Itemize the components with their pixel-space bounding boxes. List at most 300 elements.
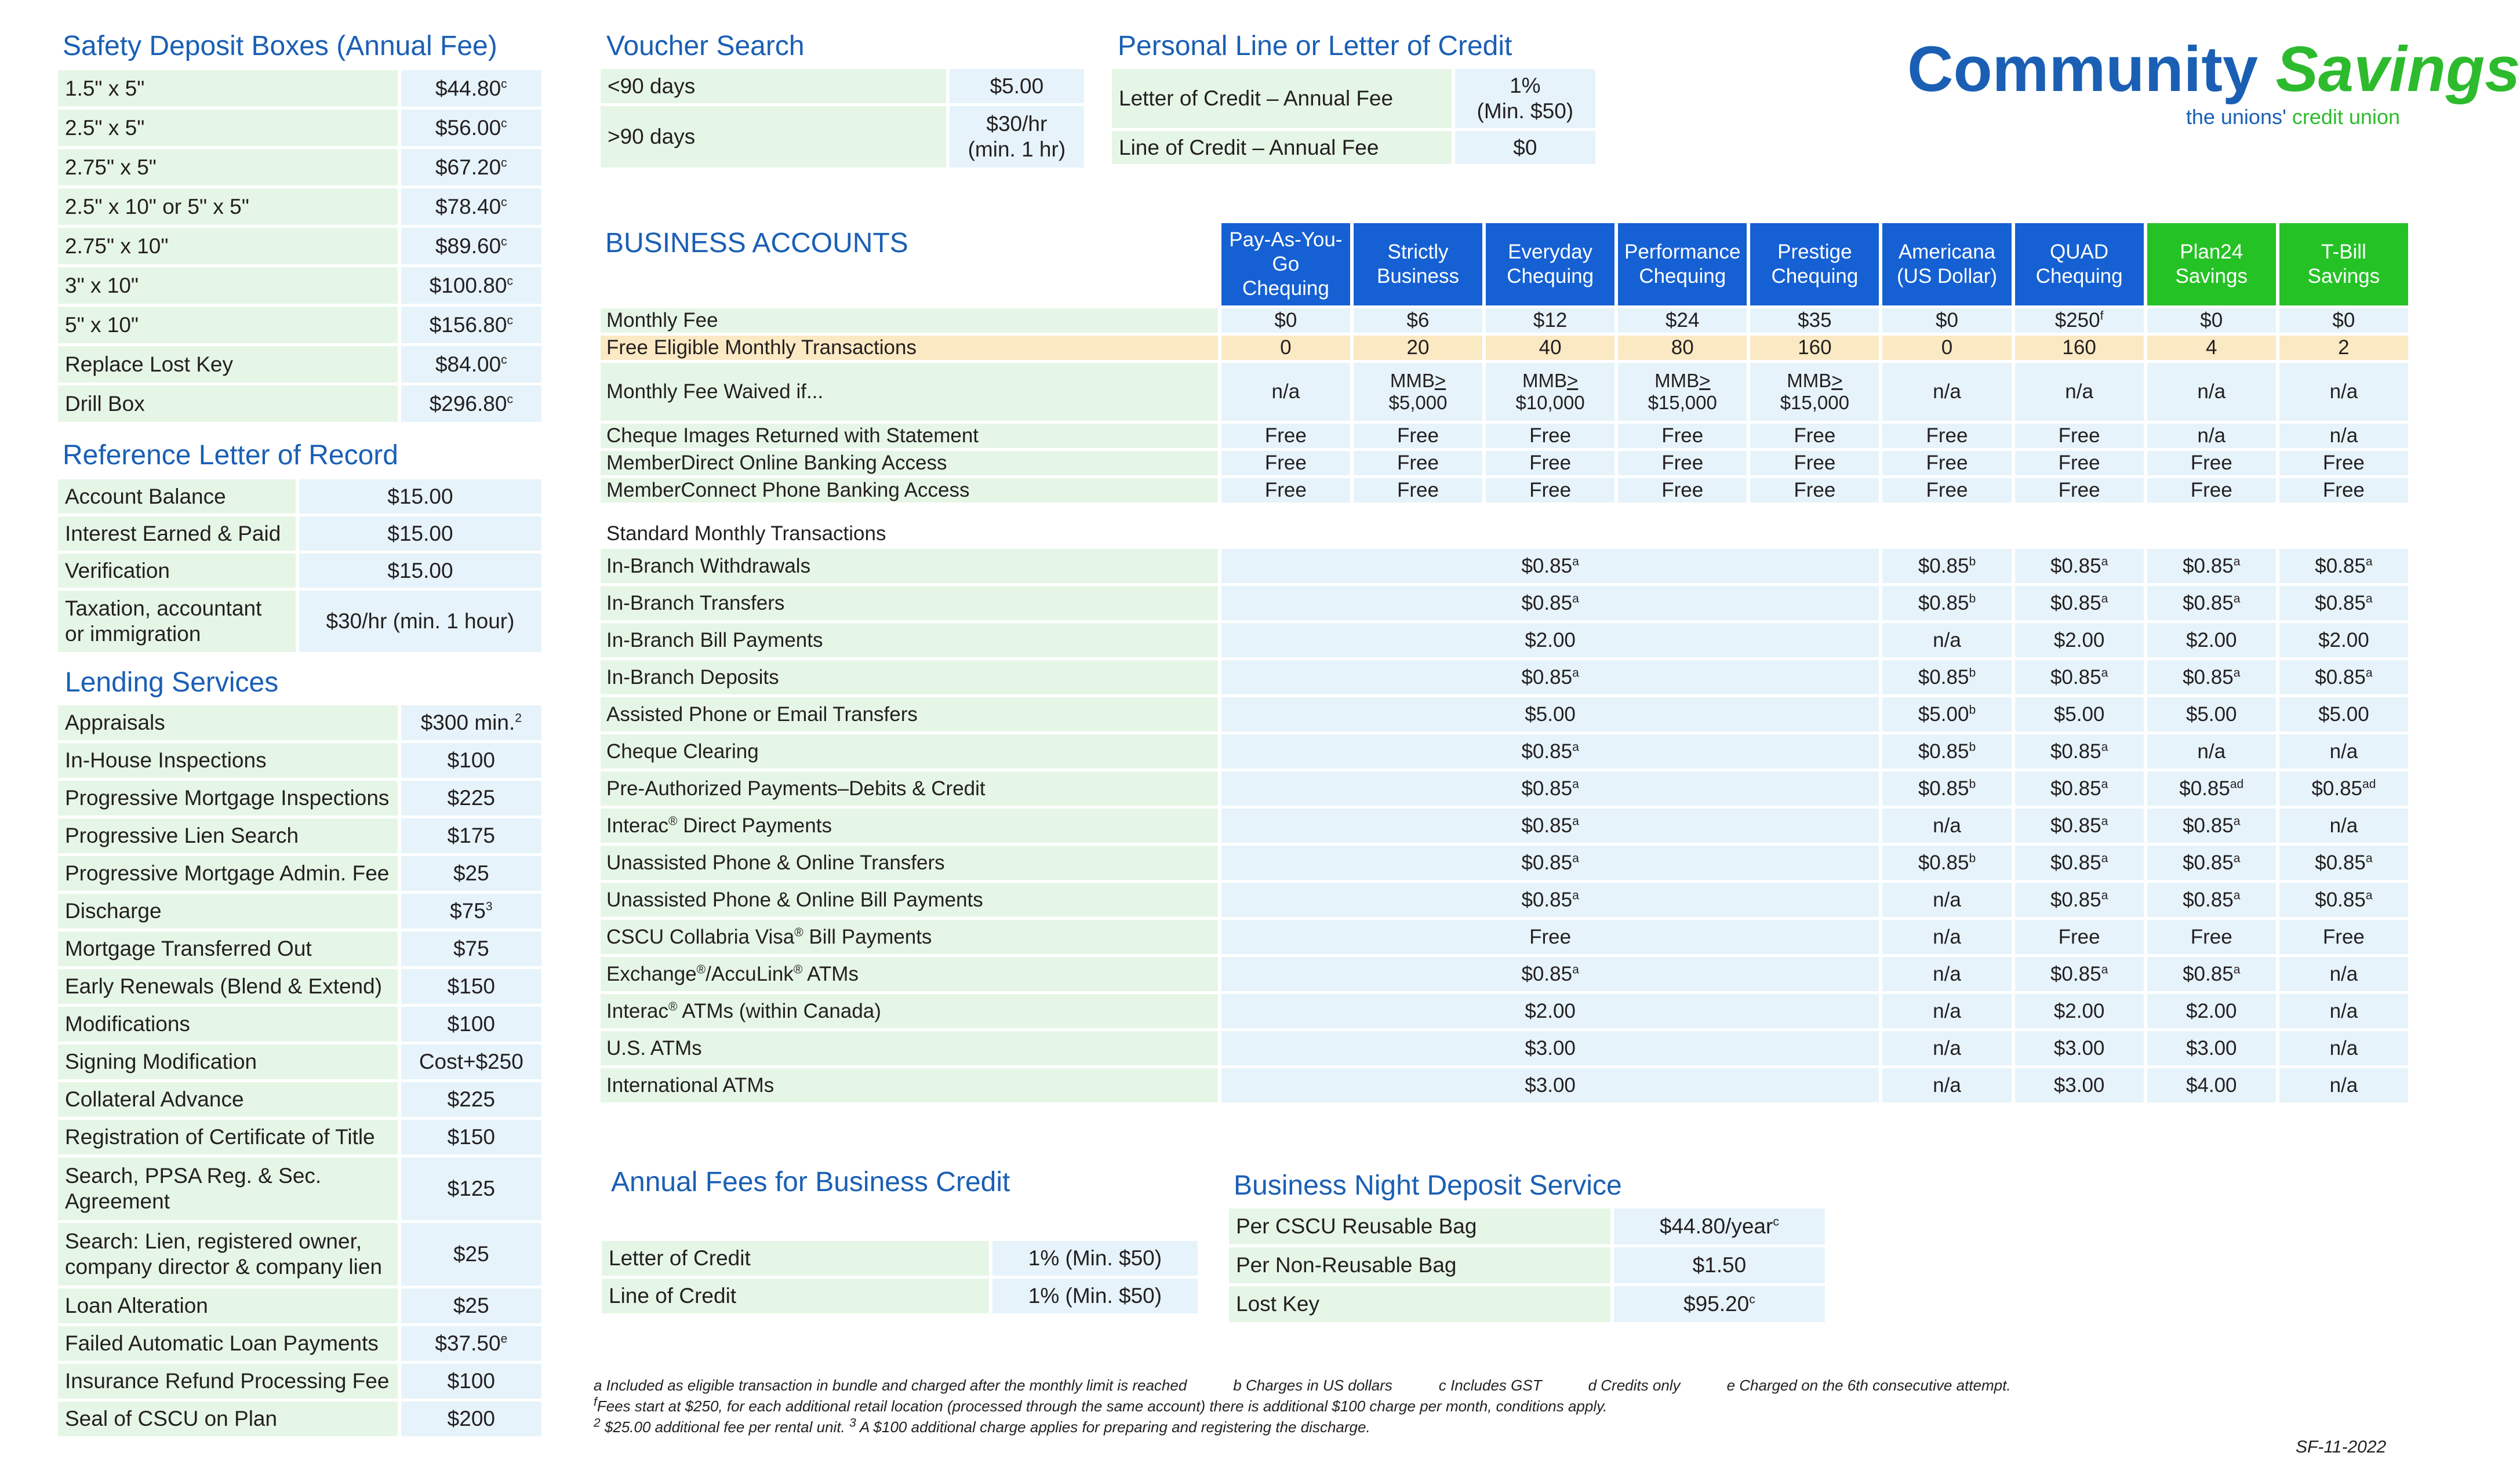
voucher-table <box>597 66 1088 170</box>
service-cell: Free <box>1486 478 1614 503</box>
brand-logo <box>1907 34 2520 130</box>
row-label: Interac® ATMs (within Canada) <box>601 994 1218 1028</box>
safety-table <box>54 67 545 425</box>
plan24-fee-cell: $0.85$^a$ <box>2147 549 2276 583</box>
free-transactions-cell: 80 <box>1618 336 1747 360</box>
lending-row <box>58 1082 541 1117</box>
account-column-header: Prestige Chequing <box>1750 223 1879 305</box>
footnote-e: e Charged on the 6th consecutive attempt. <box>1726 1377 2011 1394</box>
service-cell: Free <box>1882 451 2011 475</box>
free-transactions-cell: 2 <box>2279 336 2408 360</box>
plan24-fee-cell: $0.85$^{ad}$ <box>2147 771 2276 806</box>
lending-label: Discharge <box>58 894 398 929</box>
lending-row <box>58 1157 541 1220</box>
plan24-fee-cell: $3.00 <box>2147 1031 2276 1065</box>
lending-label: Modifications <box>58 1007 398 1042</box>
lending-label: Seal of CSCU on Plan <box>58 1401 398 1436</box>
safety-value: $84.00$^c$ <box>401 346 541 383</box>
americana-fee-cell: n/a <box>1882 1031 2011 1065</box>
night-deposit-row <box>1229 1247 1825 1283</box>
row-label: MemberDirect Online Banking Access <box>601 451 1218 475</box>
row-label: In-Branch Bill Payments <box>601 623 1218 657</box>
fee-waived-cell: MMB> $5,000 <box>1354 363 1482 421</box>
service-cell: Free <box>1750 424 1879 448</box>
lending-table <box>54 702 545 1439</box>
lending-value: $225 <box>401 781 541 816</box>
safety-value: $89.60$^c$ <box>401 228 541 264</box>
service-cell: Free <box>1618 451 1747 475</box>
lending-label: In-House Inspections <box>58 743 398 778</box>
quad-fee-cell: $0.85$^a$ <box>2015 586 2144 620</box>
americana-fee-cell: n/a <box>1882 957 2011 991</box>
lending-label: Collateral Advance <box>58 1082 398 1117</box>
reference-value: $15.00 <box>299 516 541 551</box>
safety-value: $67.20$^c$ <box>401 149 541 185</box>
lending-label: Loan Alteration <box>58 1288 398 1323</box>
lending-value: $125 <box>401 1157 541 1220</box>
lending-label: Insurance Refund Processing Fee <box>58 1364 398 1399</box>
fee-waived-row <box>601 363 2408 421</box>
account-column-header: T-Bill Savings <box>2279 223 2408 305</box>
business-credit-value: 1% (Min. $50) <box>992 1279 1198 1313</box>
service-cell: Free <box>1486 451 1614 475</box>
americana-fee-cell: $0.85$^b$ <box>1882 660 2011 694</box>
tbill-fee-cell: $5.00 <box>2279 697 2408 731</box>
night-deposit-table <box>1226 1206 1828 1325</box>
voucher-row <box>601 106 1084 168</box>
americana-fee-cell: $0.85$^b$ <box>1882 586 2011 620</box>
transaction-row <box>601 586 2408 620</box>
fee-cell: $24 <box>1618 308 1747 333</box>
fee-waived-cell: n/a <box>1221 363 1350 421</box>
account-column-header: Plan24 Savings <box>2147 223 2276 305</box>
plan24-fee-cell: $0.85$^a$ <box>2147 809 2276 843</box>
lending-label: Progressive Lien Search <box>58 818 398 853</box>
lending-value: $100 <box>401 1007 541 1042</box>
lending-label: Progressive Mortgage Inspections <box>58 781 398 816</box>
lending-label: Early Renewals (Blend & Extend) <box>58 969 398 1004</box>
voucher-label: <90 days <box>601 69 946 103</box>
heading-spacer <box>1221 505 2408 546</box>
tbill-fee-cell: n/a <box>2279 994 2408 1028</box>
tbill-fee-cell: $0.85$^a$ <box>2279 660 2408 694</box>
shared-fee-cell: $2.00 <box>1221 623 1879 657</box>
service-cell: n/a <box>2147 424 2276 448</box>
quad-fee-cell: $2.00 <box>2015 623 2144 657</box>
transaction-row <box>601 734 2408 769</box>
lending-title: Lending Services <box>65 667 279 698</box>
americana-fee-cell: n/a <box>1882 994 2011 1028</box>
safety-row <box>58 110 541 146</box>
safety-row <box>58 149 541 185</box>
service-cell: Free <box>1618 478 1747 503</box>
shared-fee-cell: $0.85$^a$ <box>1221 883 1879 917</box>
free-transactions-cell: 40 <box>1486 336 1614 360</box>
transaction-row <box>601 957 2408 991</box>
free-transactions-cell: 160 <box>1750 336 1879 360</box>
row-label: Unassisted Phone & Online Transfers <box>601 846 1218 880</box>
account-column-header: Everyday Chequing <box>1486 223 1614 305</box>
footnote-f: $^f$Fees start at $250, for each additional retail location (processed through the same account) there is additional $100 charge per month, conditions apply. <box>594 1395 1608 1415</box>
row-label: Assisted Phone or Email Transfers <box>601 697 1218 731</box>
tbill-fee-cell: n/a <box>2279 1068 2408 1102</box>
personal-credit-label: Letter of Credit – Annual Fee <box>1112 69 1452 128</box>
reference-value: $15.00 <box>299 479 541 514</box>
account-column-header: Strictly Business <box>1354 223 1482 305</box>
tbill-fee-cell: $0.85$^a$ <box>2279 846 2408 880</box>
night-deposit-label: Lost Key <box>1229 1286 1610 1322</box>
quad-fee-cell: $0.85$^a$ <box>2015 957 2144 991</box>
americana-fee-cell: n/a <box>1882 809 2011 843</box>
lending-label: Search, PPSA Reg. & Sec. Agreement <box>58 1157 398 1220</box>
plan24-fee-cell: $2.00 <box>2147 994 2276 1028</box>
lending-row <box>58 1120 541 1155</box>
safety-title: Safety Deposit Boxes (Annual Fee) <box>63 31 497 61</box>
plan24-fee-cell: $0.85$^a$ <box>2147 846 2276 880</box>
business-credit-row <box>602 1241 1198 1276</box>
shared-fee-cell: $0.85$^a$ <box>1221 846 1879 880</box>
service-cell: Free <box>1882 424 2011 448</box>
standard-transactions-heading-row <box>601 505 2408 546</box>
lending-value: $25 <box>401 1288 541 1323</box>
row-label: Monthly Fee <box>601 308 1218 333</box>
business-title: BUSINESS ACCOUNTS <box>605 228 908 259</box>
lending-row <box>58 894 541 929</box>
brand-name: Community Savings <box>1907 34 2520 105</box>
quad-fee-cell: $0.85$^a$ <box>2015 846 2144 880</box>
lending-value: $25 <box>401 1223 541 1286</box>
lending-value: $150 <box>401 969 541 1004</box>
reference-label: Interest Earned & Paid <box>58 516 296 551</box>
transaction-row <box>601 1031 2408 1065</box>
lending-value: $300 min.$^2$ <box>401 705 541 740</box>
shared-fee-cell: $0.85$^a$ <box>1221 660 1879 694</box>
lending-row <box>58 1007 541 1042</box>
fee-cell: $0 <box>1221 308 1350 333</box>
lending-row <box>58 969 541 1004</box>
night-deposit-row <box>1229 1286 1825 1322</box>
tbill-fee-cell: $0.85$^a$ <box>2279 586 2408 620</box>
footnote-d: d Credits only <box>1588 1377 1681 1394</box>
voucher-title: Voucher Search <box>606 31 805 61</box>
shared-fee-cell: Free <box>1221 920 1879 954</box>
night-deposit-title: Business Night Deposit Service <box>1234 1170 1622 1201</box>
reference-value: $15.00 <box>299 554 541 588</box>
quad-fee-cell: $5.00 <box>2015 697 2144 731</box>
service-cell: Free <box>2015 451 2144 475</box>
voucher-value: $5.00 <box>950 69 1084 103</box>
lending-row <box>58 1223 541 1286</box>
plan24-fee-cell: $4.00 <box>2147 1068 2276 1102</box>
americana-fee-cell: $5.00$^b$ <box>1882 697 2011 731</box>
personal-credit-row <box>1112 69 1595 128</box>
service-cell: Free <box>1221 451 1350 475</box>
night-deposit-value: $44.80/year$^c$ <box>1614 1208 1825 1244</box>
account-column-header: QUAD Chequing <box>2015 223 2144 305</box>
tbill-fee-cell: n/a <box>2279 957 2408 991</box>
business-credit-title: Annual Fees for Business Credit <box>611 1167 1010 1197</box>
lending-row <box>58 1044 541 1079</box>
plan24-fee-cell: $0.85$^a$ <box>2147 883 2276 917</box>
tbill-fee-cell: Free <box>2279 920 2408 954</box>
footnote-line-1 <box>594 1375 2011 1396</box>
service-cell: Free <box>1354 424 1482 448</box>
tbill-fee-cell: $0.85$^a$ <box>2279 883 2408 917</box>
quad-fee-cell: $2.00 <box>2015 994 2144 1028</box>
tbill-fee-cell: $0.85$^{ad}$ <box>2279 771 2408 806</box>
transaction-row <box>601 1068 2408 1102</box>
service-cell: Free <box>1618 424 1747 448</box>
plan24-fee-cell: $0.85$^a$ <box>2147 586 2276 620</box>
plan24-fee-cell: Free <box>2147 920 2276 954</box>
transaction-row <box>601 883 2408 917</box>
fee-cell: $0 <box>2147 308 2276 333</box>
fee-cell: $35 <box>1750 308 1879 333</box>
voucher-value: $30/hr (min. 1 hr) <box>950 106 1084 168</box>
footnote-c: c Includes GST <box>1438 1377 1542 1394</box>
transaction-row <box>601 549 2408 583</box>
lending-value: $150 <box>401 1120 541 1155</box>
safety-label: Drill Box <box>58 385 398 422</box>
account-column-header: Pay-As-You-Go Chequing <box>1221 223 1350 305</box>
shared-fee-cell: $0.85$^a$ <box>1221 957 1879 991</box>
quad-fee-cell: $0.85$^a$ <box>2015 734 2144 769</box>
transaction-row <box>601 846 2408 880</box>
shared-fee-cell: $0.85$^a$ <box>1221 771 1879 806</box>
reference-table <box>54 476 545 655</box>
shared-fee-cell: $3.00 <box>1221 1068 1879 1102</box>
transaction-row <box>601 994 2408 1028</box>
business-credit-row <box>602 1279 1198 1313</box>
service-cell: Free <box>2279 451 2408 475</box>
lending-value: $25 <box>401 856 541 891</box>
reference-label: Verification <box>58 554 296 588</box>
shared-fee-cell: $0.85$^a$ <box>1221 549 1879 583</box>
reference-row <box>58 554 541 588</box>
plan24-fee-cell: $2.00 <box>2147 623 2276 657</box>
quad-fee-cell: Free <box>2015 920 2144 954</box>
safety-value: $56.00$^c$ <box>401 110 541 146</box>
account-column-header: Performance Chequing <box>1618 223 1747 305</box>
shared-fee-cell: $0.85$^a$ <box>1221 734 1879 769</box>
business-credit-label: Letter of Credit <box>602 1241 989 1276</box>
reference-title: Reference Letter of Record <box>63 440 398 471</box>
row-label: In-Branch Deposits <box>601 660 1218 694</box>
service-cell: Free <box>2279 478 2408 503</box>
row-label: Pre-Authorized Payments–Debits & Credit <box>601 771 1218 806</box>
shared-fee-cell: $5.00 <box>1221 697 1879 731</box>
safety-row <box>58 346 541 383</box>
free-transactions-row <box>601 336 2408 360</box>
service-row <box>601 478 2408 503</box>
service-cell: Free <box>1750 451 1879 475</box>
service-cell: Free <box>1221 424 1350 448</box>
safety-label: 1.5" x 5" <box>58 70 398 107</box>
personal-credit-row <box>1112 131 1595 164</box>
row-label: CSCU Collabria Visa® Bill Payments <box>601 920 1218 954</box>
night-deposit-value: $95.20$^c$ <box>1614 1286 1825 1322</box>
transaction-row <box>601 623 2408 657</box>
lending-label: Appraisals <box>58 705 398 740</box>
lending-row <box>58 743 541 778</box>
safety-label: 2.75" x 5" <box>58 149 398 185</box>
row-label: Exchange®/AccuLink® ATMs <box>601 957 1218 991</box>
lending-row <box>58 856 541 891</box>
free-transactions-cell: 0 <box>1882 336 2011 360</box>
service-cell: Free <box>2015 478 2144 503</box>
business-header-row <box>601 223 2408 305</box>
footnote-a: a Included as eligible transaction in bundle and charged after the monthly limit is reached <box>594 1377 1187 1394</box>
business-credit-label: Line of Credit <box>602 1279 989 1313</box>
row-label: In-Branch Transfers <box>601 586 1218 620</box>
fee-waived-cell: n/a <box>1882 363 2011 421</box>
lending-row <box>58 1364 541 1399</box>
service-cell: Free <box>1354 451 1482 475</box>
lending-row <box>58 705 541 740</box>
lending-label: Failed Automatic Loan Payments <box>58 1326 398 1361</box>
reference-row <box>58 516 541 551</box>
safety-value: $296.80$^c$ <box>401 385 541 422</box>
business-header-spacer <box>601 223 1218 305</box>
quad-fee-cell: $3.00 <box>2015 1031 2144 1065</box>
quad-fee-cell: $3.00 <box>2015 1068 2144 1102</box>
safety-row <box>58 307 541 343</box>
plan24-fee-cell: $0.85$^a$ <box>2147 957 2276 991</box>
service-cell: Free <box>2015 424 2144 448</box>
lending-row <box>58 781 541 816</box>
row-label: Cheque Clearing <box>601 734 1218 769</box>
americana-fee-cell: n/a <box>1882 920 2011 954</box>
safety-row <box>58 267 541 304</box>
form-code: SF-11-2022 <box>2296 1437 2387 1457</box>
night-deposit-row <box>1229 1208 1825 1244</box>
lending-row <box>58 931 541 966</box>
americana-fee-cell: $0.85$^b$ <box>1882 734 2011 769</box>
reference-row <box>58 479 541 514</box>
service-cell: Free <box>1221 478 1350 503</box>
fee-cell: $6 <box>1354 308 1482 333</box>
service-cell: n/a <box>2279 424 2408 448</box>
voucher-row <box>601 69 1084 103</box>
quad-fee-cell: $0.85$^a$ <box>2015 660 2144 694</box>
americana-fee-cell: n/a <box>1882 883 2011 917</box>
shared-fee-cell: $0.85$^a$ <box>1221 809 1879 843</box>
lending-value: $100 <box>401 743 541 778</box>
voucher-label: >90 days <box>601 106 946 168</box>
fee-waived-cell: n/a <box>2279 363 2408 421</box>
americana-fee-cell: $0.85$^b$ <box>1882 549 2011 583</box>
row-label: International ATMs <box>601 1068 1218 1102</box>
safety-row <box>58 188 541 225</box>
business-accounts-table <box>597 220 2412 1105</box>
fee-cell: $12 <box>1486 308 1614 333</box>
americana-fee-cell: $0.85$^b$ <box>1882 771 2011 806</box>
safety-label: Replace Lost Key <box>58 346 398 383</box>
business-credit-table <box>598 1238 1201 1316</box>
safety-row <box>58 228 541 264</box>
row-label: MemberConnect Phone Banking Access <box>601 478 1218 503</box>
night-deposit-label: Per CSCU Reusable Bag <box>1229 1208 1610 1244</box>
lending-value: $37.50e <box>401 1326 541 1361</box>
fee-waived-cell: n/a <box>2147 363 2276 421</box>
lending-label: Registration of Certificate of Title <box>58 1120 398 1155</box>
shared-fee-cell: $3.00 <box>1221 1031 1879 1065</box>
footnote-b: b Charges in US dollars <box>1233 1377 1392 1394</box>
free-transactions-cell: 0 <box>1221 336 1350 360</box>
transaction-row <box>601 920 2408 954</box>
tbill-fee-cell: $2.00 <box>2279 623 2408 657</box>
safety-value: $100.80$^c$ <box>401 267 541 304</box>
service-cell: Free <box>1354 478 1482 503</box>
safety-value: $44.80$^c$ <box>401 70 541 107</box>
lending-value: $75 <box>401 931 541 966</box>
lending-value: $225 <box>401 1082 541 1117</box>
monthly-fee-row <box>601 308 2408 333</box>
safety-value: $78.40$^c$ <box>401 188 541 225</box>
fee-waived-cell: MMB> $15,000 <box>1618 363 1747 421</box>
service-row <box>601 424 2408 448</box>
tbill-fee-cell: n/a <box>2279 1031 2408 1065</box>
transaction-row <box>601 660 2408 694</box>
lending-value: $100 <box>401 1364 541 1399</box>
transaction-row <box>601 809 2408 843</box>
lending-value: Cost+$250 <box>401 1044 541 1079</box>
row-label: Monthly Fee Waived if... <box>601 363 1218 421</box>
personal-credit-value: $0 <box>1455 131 1595 164</box>
lending-row <box>58 1326 541 1361</box>
lending-label: Search: Lien, registered owner, company director & company lien <box>58 1223 398 1286</box>
lending-row <box>58 1288 541 1323</box>
quad-fee-cell: $0.85$^a$ <box>2015 771 2144 806</box>
tbill-fee-cell: $0.85$^a$ <box>2279 549 2408 583</box>
free-transactions-cell: 4 <box>2147 336 2276 360</box>
reference-value: $30/hr (min. 1 hour) <box>299 591 541 652</box>
tbill-fee-cell: n/a <box>2279 809 2408 843</box>
transaction-row <box>601 771 2408 806</box>
plan24-fee-cell: n/a <box>2147 734 2276 769</box>
fee-waived-cell: MMB> $15,000 <box>1750 363 1879 421</box>
night-deposit-label: Per Non-Reusable Bag <box>1229 1247 1610 1283</box>
lending-value: $200 <box>401 1401 541 1436</box>
personal-credit-value: 1% (Min. $50) <box>1455 69 1595 128</box>
fee-cell: $0 <box>1882 308 2011 333</box>
reference-label: Taxation, accountant or immigration <box>58 591 296 652</box>
row-label: Free Eligible Monthly Transactions <box>601 336 1218 360</box>
shared-fee-cell: $0.85$^a$ <box>1221 586 1879 620</box>
quad-fee-cell: $0.85$^a$ <box>2015 549 2144 583</box>
americana-fee-cell: $0.85$^b$ <box>1882 846 2011 880</box>
safety-label: 5" x 10" <box>58 307 398 343</box>
standard-transactions-heading: Standard Monthly Transactions <box>606 522 886 545</box>
reference-label: Account Balance <box>58 479 296 514</box>
lending-label: Signing Modification <box>58 1044 398 1079</box>
safety-row <box>58 70 541 107</box>
tbill-fee-cell: n/a <box>2279 734 2408 769</box>
service-row <box>601 451 2408 475</box>
safety-label: 2.5" x 10" or 5" x 5" <box>58 188 398 225</box>
service-cell: Free <box>1750 478 1879 503</box>
account-column-header: Americana (US Dollar) <box>1882 223 2011 305</box>
row-label: In-Branch Withdrawals <box>601 549 1218 583</box>
americana-fee-cell: n/a <box>1882 1068 2011 1102</box>
lending-row <box>58 818 541 853</box>
brand-tagline: the unions' credit union <box>2186 105 2400 129</box>
night-deposit-value: $1.50 <box>1614 1247 1825 1283</box>
americana-fee-cell: n/a <box>1882 623 2011 657</box>
free-transactions-cell: 20 <box>1354 336 1482 360</box>
safety-label: 3" x 10" <box>58 267 398 304</box>
service-cell: Free <box>1882 478 2011 503</box>
